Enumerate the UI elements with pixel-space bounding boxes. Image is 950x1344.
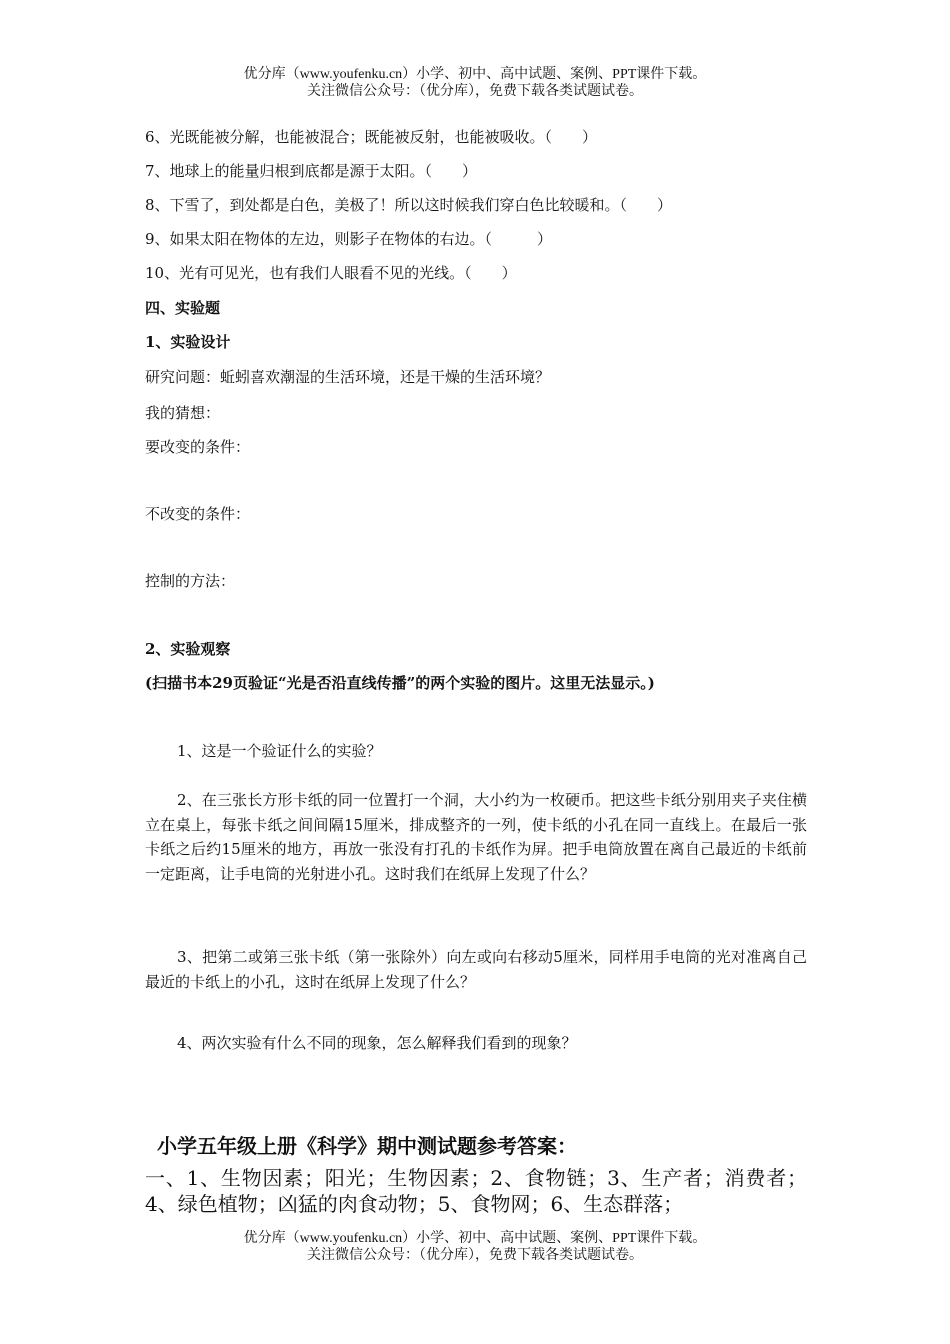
page-header — [0, 66, 950, 100]
observation-question-4: 4、两次实验有什么不同的现象，怎么解释我们看到的现象？ — [177, 1034, 577, 1052]
guess-label: 我的猜想： — [145, 404, 221, 422]
footer-line-1: 优分库（www.youfenku.cn）小学、初中、高中试题、案例、PPT课件下载。 — [243, 1231, 707, 1246]
header-line-1: 优分库（www.youfenku.cn）小学、初中、高中试题、案例、PPT课件下载。 — [243, 67, 707, 82]
image-note: (扫描书本29页验证“光是否沿直线传播”的两个实验的图片。这里无法显示。) — [145, 674, 655, 692]
observation-question-3: 3、把第二或第三张卡纸（第一张除外）向左或向右移动5厘米，同样用手电筒的光对准离自己最近的卡纸上的小孔，这时在纸屏上发现了什么？ — [145, 948, 807, 991]
judgment-6: 6、光既能被分解，也能被混合；既能被反射，也能被吸收。（ ） — [145, 128, 598, 146]
section-title-experiment: 四、实验题 — [145, 299, 221, 317]
header-line-2: 关注微信公众号：（优分库），免费下载各类试题试卷。 — [307, 84, 643, 99]
change-condition-label: 要改变的条件： — [145, 438, 251, 456]
subsection-observation: 2、实验观察 — [145, 640, 231, 658]
page-footer — [0, 1230, 950, 1264]
observation-question-2: 2、在三张长方形卡纸的同一位置打一个洞，大小约为一枚硬币。把这些卡纸分别用夹子夹住横立在桌上，每张卡纸之间间隔15厘米，排成整齐的一列，使卡纸的小孔在同一直线上。在最后一张卡纸之后约15厘米的地方，再放一张没有打孔的卡纸作为屏。把手电筒放置在离自己最近的卡纸前一定距离，让手电筒的光射进小孔。这时我们在纸屏上发现了什么？ — [145, 791, 807, 883]
judgment-8: 8、下雪了，到处都是白色，美极了！所以这时候我们穿白色比较暖和。（ ） — [145, 196, 673, 214]
judgment-7: 7、地球上的能量归根到底都是源于太阳。（ ） — [145, 162, 478, 180]
judgment-9: 9、如果太阳在物体的左边，则影子在物体的右边。（ ） — [145, 230, 553, 248]
subsection-design: 1、实验设计 — [145, 333, 231, 351]
footer-line-2: 关注微信公众号：（优分库），免费下载各类试题试卷。 — [307, 1248, 643, 1263]
answer-key-body: 一、1、生物因素；阳光；生物因素；2、食物链；3、生产者；消费者；4、绿色植物；凶猛的肉食动物；5、食物网；6、生态群落； — [145, 1166, 807, 1216]
control-method-label: 控制的方法： — [145, 572, 236, 590]
observation-question-1: 1、这是一个验证什么的实验？ — [177, 742, 382, 760]
answer-key-title: 小学五年级上册《科学》期中测试题参考答案： — [157, 1134, 577, 1158]
judgment-10: 10、光有可见光，也有我们人眼看不见的光线。（ ） — [145, 264, 517, 282]
research-question: 研究问题：蚯蚓喜欢潮湿的生活环境，还是干燥的生活环境？ — [145, 368, 551, 386]
fixed-condition-label: 不改变的条件： — [145, 505, 251, 523]
